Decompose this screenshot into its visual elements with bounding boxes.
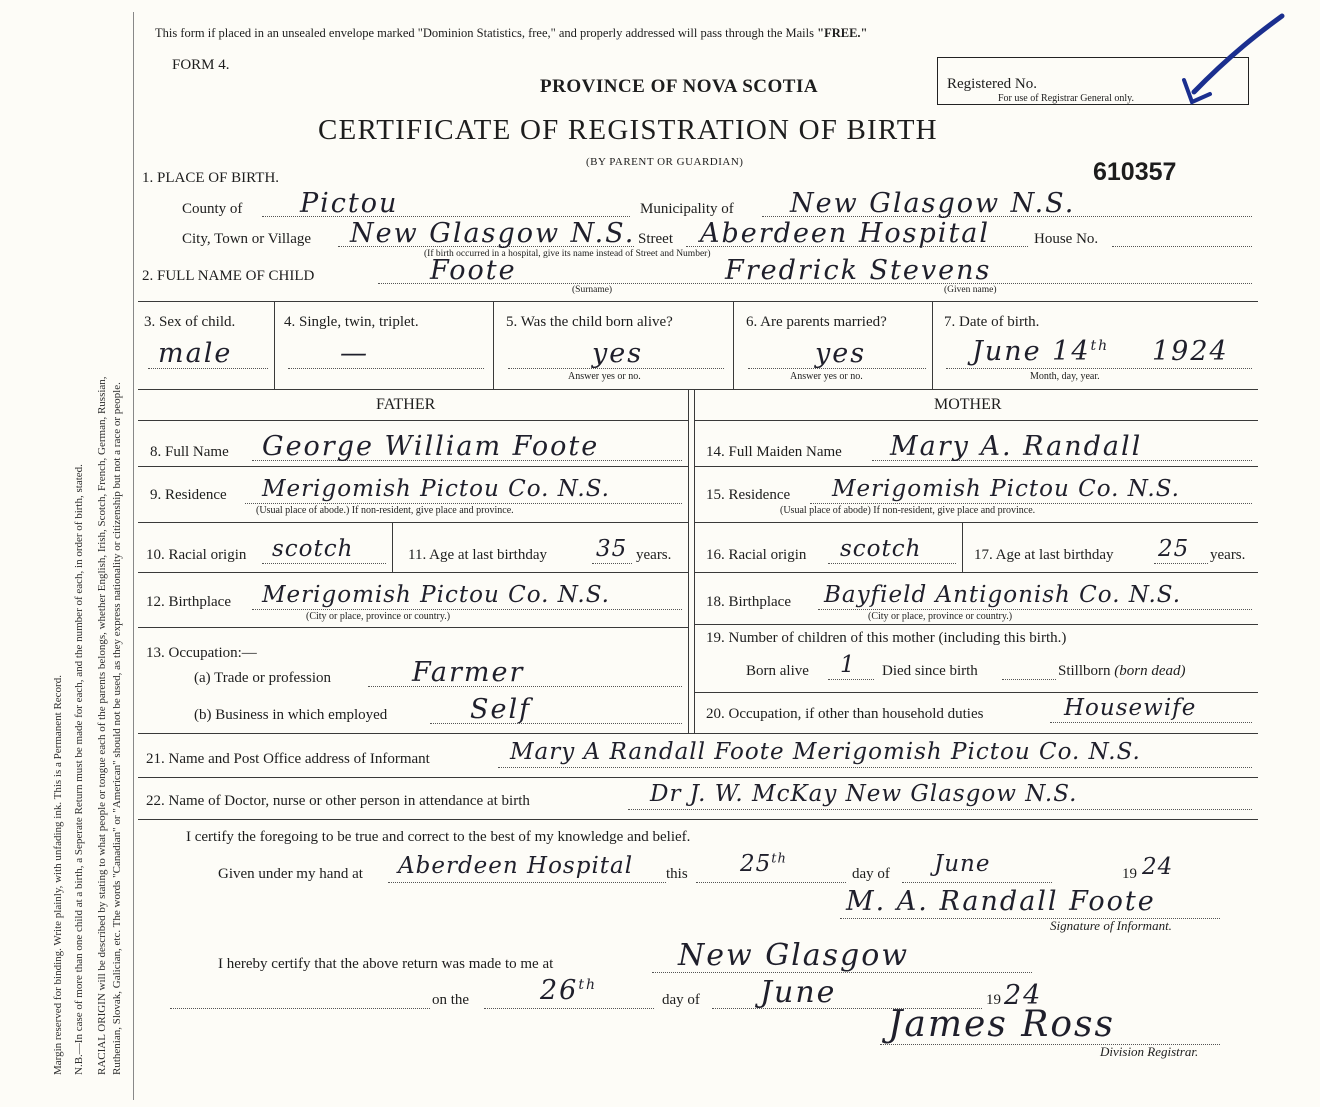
business-value: Self [470,694,532,725]
side-note-racial-origin-cont: Ruthenian, Slovak, Galician, etc. The words "Canadian" or "American" should not be used, as they express nationality or citizenship but not a race or people. [111,382,123,1075]
mother-residence-note: (Usual place of abode) If non-resident, give place and province. [780,505,1036,516]
born-alive-value: yes [592,338,644,369]
father-occupation-label: 13. Occupation:— [146,645,257,661]
certificate-number: 610357 [1093,158,1177,186]
parents-married-label: 6. Are parents married? [746,314,887,330]
certificate-subtitle: (BY PARENT OR GUARDIAN) [586,156,744,168]
street-label: Street [638,231,673,247]
side-note-multiple-births: N.B.—In case of more than one child at a birth, a Seperate Return must be made for each, and the number of each, in order of birth, stated. [73,464,85,1075]
date-of-birth-note: Month, day, year. [1030,371,1100,382]
informant-signature-label: Signature of Informant. [1050,918,1172,933]
house-number-label: House No. [1034,231,1099,247]
father-birthplace-note: (City or place, province or country.) [306,611,451,622]
surname-note: (Surname) [572,285,613,295]
mother-residence-label: 15. Residence [706,487,791,503]
born-alive-count-label: Born alive [746,663,809,679]
trade-label: (a) Trade or profession [194,670,332,686]
city-label: City, Town or Village [182,231,312,247]
born-alive-label: 5. Was the child born alive? [506,314,673,330]
given-this-label: this [666,866,688,882]
certificate-title: CERTIFICATE OF REGISTRATION OF BIRTH [318,114,938,146]
informant-signature: M. A. Randall Foote [846,886,1156,917]
county-label: County of [182,201,243,217]
business-label: (b) Business in which employed [194,707,388,723]
informant-label: 21. Name and Post Office address of Informant [146,751,430,767]
given-month-value: June [934,851,991,877]
registrar-year-value: 24 [1004,980,1043,1011]
mother-heading: MOTHER [934,396,1002,413]
attendant-value: Dr J. W. McKay New Glasgow N.S. [650,781,1078,807]
mother-birthplace-value: Bayfield Antigonish Co. N.S. [824,582,1182,608]
street-value: Aberdeen Hospital [700,218,991,249]
given-label: Given under my hand at [218,866,363,882]
margin-line [133,12,134,1100]
hospital-note: (If birth occurred in a hospital, give its name instead of Street and Number) [424,249,711,259]
mother-race-label: 16. Racial origin [706,547,807,563]
born-alive-note: Answer yes or no. [568,371,641,382]
father-race-label: 10. Racial origin [146,547,247,563]
informant-statement: I certify the foregoing to be true and correct to the best of my knowledge and belief. [186,829,691,845]
father-residence-note: (Usual place of abode.) If non-resident, give place and province. [256,505,514,516]
born-alive-count-value: 1 [840,652,856,678]
father-birthplace-label: 12. Birthplace [146,594,231,610]
side-note-racial-origin: RACIAL ORIGIN will be described by stating to what people or tongue each of the parents belongs, whether English, Irish, Scotch, French, German, Russian, [96,376,108,1075]
side-note-binding: Margin reserved for binding. Write plainly, with unfading ink. This is a Permanent Record. [52,675,64,1075]
mother-occupation-value: Housewife [1064,695,1197,721]
municipality-label: Municipality of [640,201,734,217]
father-residence-label: 9. Residence [150,487,227,503]
child-surname: Foote [430,255,517,286]
parents-married-note: Answer yes or no. [790,371,863,382]
father-age-unit: years. [636,547,672,563]
city-value: New Glasgow N.S. [350,218,636,249]
given-day-value: 25th [740,851,787,877]
registered-note: For use of Registrar General only. [998,93,1134,104]
father-race-value: scotch [272,536,354,562]
checkmark-icon [1170,10,1290,110]
date-of-birth-value: June 14th [972,336,1110,367]
children-count-label: 19. Number of children of this mother (including this birth.) [706,630,1067,646]
plurality-label: 4. Single, twin, triplet. [284,314,419,330]
sex-value: male [158,338,233,369]
registrar-month-value: June [760,975,837,1010]
province-heading: PROVINCE OF NOVA SCOTIA [540,76,819,97]
father-residence-value: Merigomish Pictou Co. N.S. [262,476,610,502]
division-registrar-label: Division Registrar. [1100,1044,1199,1059]
child-given-name: Fredrick Stevens [725,255,992,286]
given-place-value: Aberdeen Hospital [398,853,634,879]
father-heading: FATHER [376,396,436,413]
father-age-label: 11. Age at last birthday [408,547,547,563]
county-value: Pictou [300,188,399,219]
mother-age-label: 17. Age at last birthday [974,547,1114,563]
mother-residence-value: Merigomish Pictou Co. N.S. [832,476,1180,502]
given-dayof-label: day of [852,866,890,882]
father-name-label: 8. Full Name [150,444,229,460]
mother-age-value: 25 [1158,536,1190,562]
father-name-value: George William Foote [262,431,600,462]
mother-name-value: Mary A. Randall [890,431,1143,462]
registrar-place-value: New Glasgow [678,938,910,973]
date-of-birth-label: 7. Date of birth. [944,314,1040,330]
given-name-note: (Given name) [944,285,997,295]
mother-age-unit: years. [1210,547,1246,563]
sex-label: 3. Sex of child. [144,314,236,330]
trade-value: Farmer [412,657,525,688]
child-name-label: 2. FULL NAME OF CHILD [142,268,315,284]
given-year-value: 24 [1142,854,1174,880]
mother-name-label: 14. Full Maiden Name [706,444,842,460]
father-birthplace-value: Merigomish Pictou Co. N.S. [262,582,610,608]
died-since-birth-label: Died since birth [882,663,978,679]
top-note: This form if placed in an unsealed envelope marked "Dominion Statistics, free," and properly addressed will pass through the Mails "FREE." [155,26,868,40]
mother-birthplace-note: (City or place, province or country.) [868,611,1013,622]
attendant-label: 22. Name of Doctor, nurse or other person in attendance at birth [146,793,530,809]
registrar-statement: I hereby certify that the above return was made to me at [218,956,554,972]
registrar-signature: James Ross [888,1004,1115,1045]
informant-value: Mary A Randall Foote Merigomish Pictou Co. N.S. [510,739,1141,765]
mother-race-value: scotch [840,536,922,562]
mother-birthplace-label: 18. Birthplace [706,594,791,610]
registered-label: Registered No. [947,76,1037,92]
given-year-prefix: 19 [1122,866,1137,882]
plurality-value: — [340,338,369,369]
form-number: FORM 4. [172,57,230,73]
place-of-birth-label: 1. PLACE OF BIRTH. [142,170,280,186]
mother-occupation-label: 20. Occupation, if other than household duties [706,706,984,722]
stillborn-label: Stillborn (born dead) [1058,663,1186,679]
registrar-year-prefix: 19 [986,992,1001,1008]
registrar-on-label: on the [432,992,470,1008]
father-age-value: 35 [596,536,628,562]
municipality-value: New Glasgow N.S. [790,188,1076,219]
registrar-day-value: 26th [540,975,598,1006]
registrar-dayof-label: day of [662,992,700,1008]
birth-year-value: 1924 [1152,336,1229,367]
parents-married-value: yes [815,338,867,369]
